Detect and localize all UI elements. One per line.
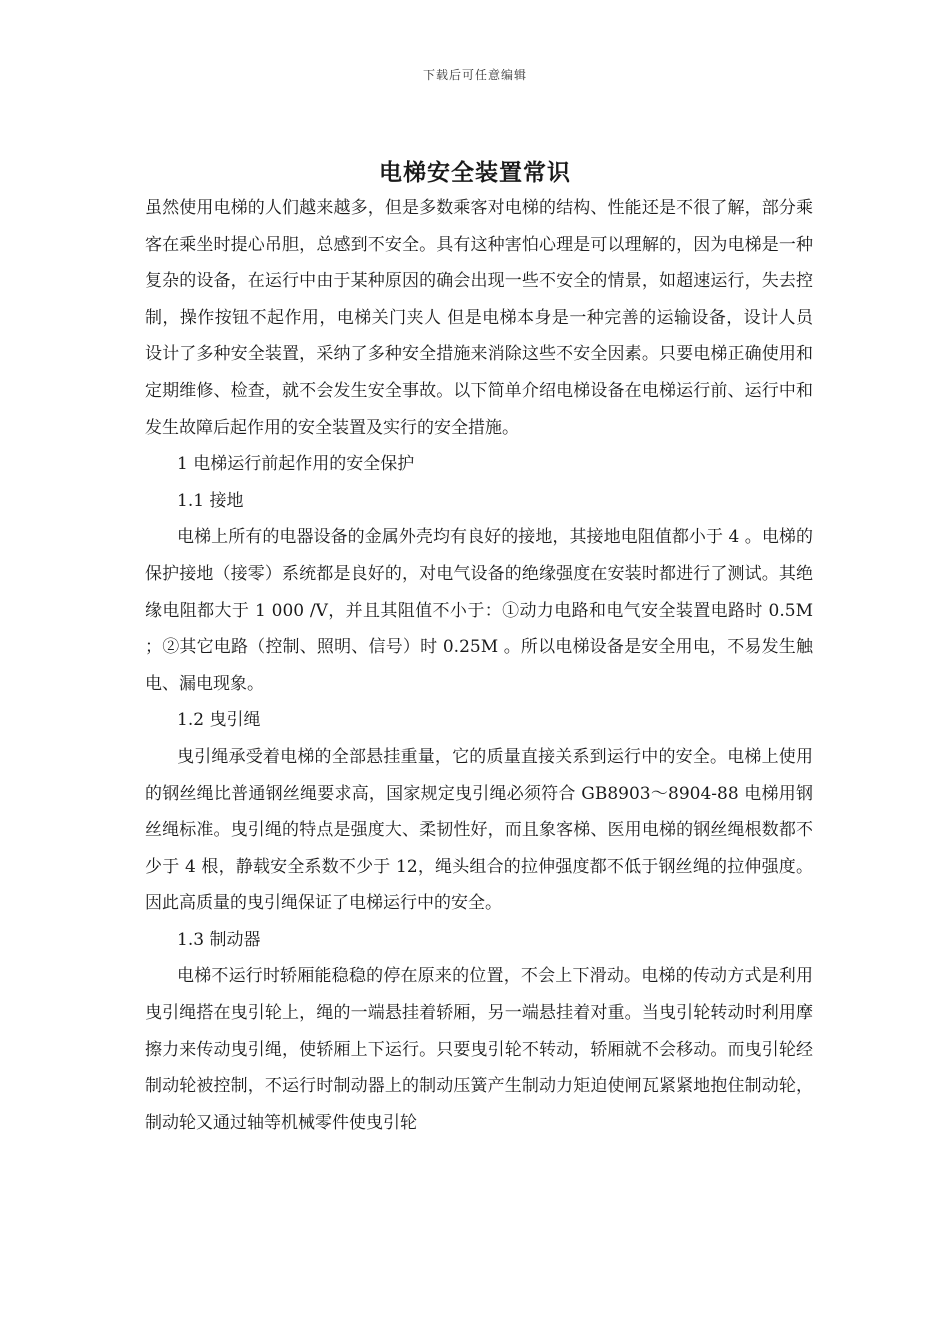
document-body: [145, 190, 813, 1141]
section-heading-1-3: 1.3 制动器: [177, 929, 261, 950]
paragraph-grounding: 电梯上所有的电器设备的金属外壳均有良好的接地，其接地电阻值都小于 4 。电梯的保护接地（接零）系统都是良好的，对电气设备的绝缘强度在安装时都进行了测试。其绝缘电阻都大于 1 000 /V，并且其阻值不小于：①动力电路和电气安全装置电路时 0.5M ；②其它电路（控制、照明、信号）时 0.25M 。所以电梯设备是安全用电，不易发生触电、漏电现象。: [145, 527, 813, 694]
header-note: 下载后可任意编辑: [422, 68, 527, 82]
section-heading-1: 1 电梯运行前起作用的安全保护: [177, 454, 415, 475]
section-heading-1-2: 1.2 曳引绳: [177, 710, 261, 731]
document-title: 电梯安全装置常识: [379, 159, 571, 186]
paragraph-intro: 虽然使用电梯的人们越来越多，但是多数乘客对电梯的结构、性能还是不很了解，部分乘客在乘坐时提心吊胆，总感到不安全。具有这种害怕心理是可以理解的，因为电梯是一种复杂的设备，在运行中由于某种原因的确会出现一些不安全的情景，如超速运行，失去控制，操作按钮不起作用，电梯关门夹人 但是电梯本身是一种完善的运输设备，设计人员设计了多种安全装置，采纳了多种安全措施来消除这些不安全因素。只要电梯正确使用和定期维修、检查，就不会发生安全事故。以下简单介绍电梯设备在电梯运行前、运行中和发生故障后起作用的安全装置及实行的安全措施。: [145, 198, 813, 438]
paragraph-brake: 电梯不运行时轿厢能稳稳的停在原来的位置，不会上下滑动。电梯的传动方式是利用曳引绳搭在曳引轮上，绳的一端悬挂着轿厢，另一端悬挂着对重。当曳引轮转动时利用摩擦力来传动曳引绳，使轿厢上下运行。只要曳引轮不转动，轿厢就不会移动。而曳引轮经制动轮被控制，不运行时制动器上的制动压簧产生制动力矩迫使闸瓦紧紧地抱住制动轮，制动轮又通过轴等机械零件使曳引轮: [145, 966, 813, 1133]
paragraph-traction-rope: 曳引绳承受着电梯的全部悬挂重量，它的质量直接关系到运行中的安全。电梯上使用的钢丝绳比普通钢丝绳要求高，国家规定曳引绳必须符合 GB8903～8904-88 电梯用钢丝绳标准。曳引绳的特点是强度大、柔韧性好，而且象客梯、医用电梯的钢丝绳根数都不少于 4 根，静载安全系数不少于 12，绳头组合的拉伸强度都不低于钢丝绳的拉伸强度。因此高质量的曳引绳保证了电梯运行中的安全。: [145, 746, 813, 914]
section-heading-1-1: 1.1 接地: [177, 490, 244, 511]
